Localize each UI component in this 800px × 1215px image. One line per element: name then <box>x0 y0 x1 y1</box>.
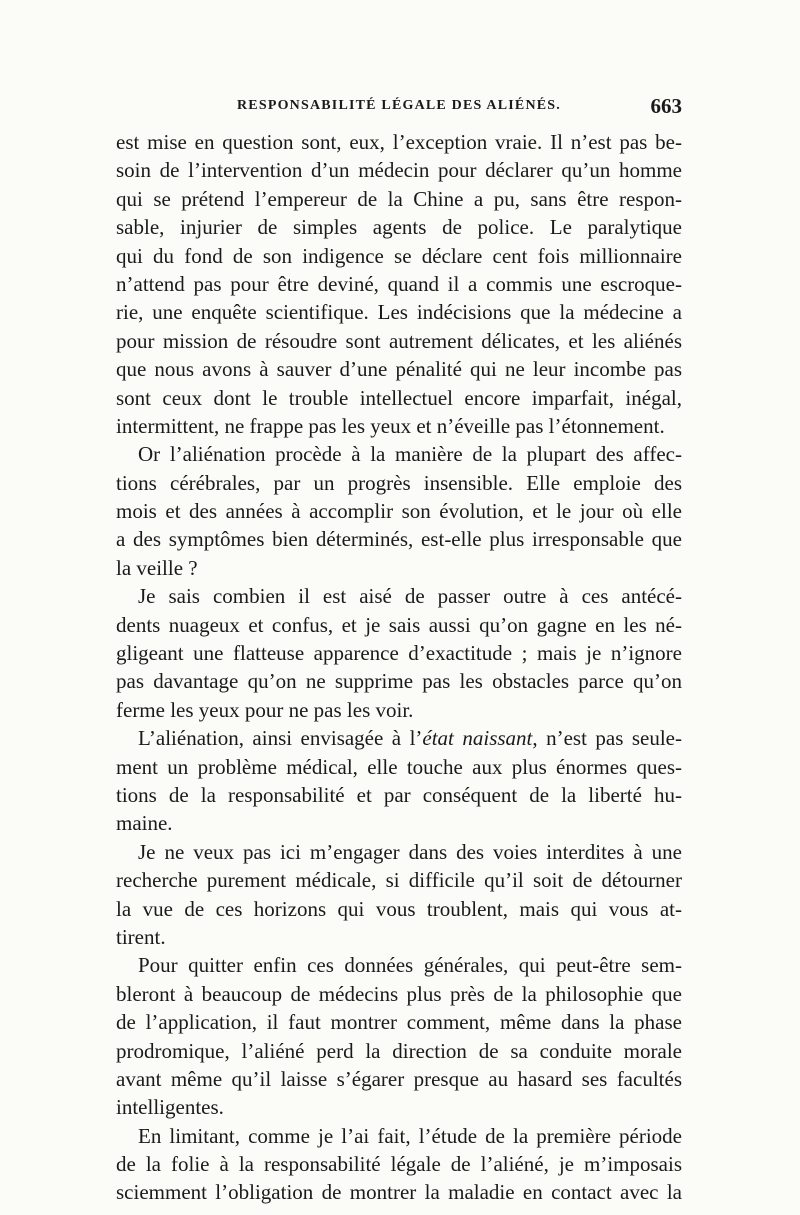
text-line: sciemment l’obligation de montrer la maladie en contact avec la <box>116 1180 682 1205</box>
text-line: intermittent, ne frappe pas les yeux et n’éveille pas l’étonnement. <box>116 413 665 438</box>
text-line: la veille ? <box>116 555 198 580</box>
text-line: gligeant une flatteuse apparence d’exactitude ; mais je n’ignore <box>116 641 682 666</box>
page-number: 663 <box>650 94 682 118</box>
text-line: de l’application, il faut montrer comment, même dans la phase <box>116 1010 682 1035</box>
paragraph-first-line: Je sais combien il est aisé de passer outre à ces antécé- <box>138 584 682 609</box>
paragraph-first-line: Pour quitter enfin ces données générales, qui peut-être sem- <box>138 953 682 978</box>
text-line: est mise en question sont, eux, l’exception vraie. Il n’est pas be- <box>116 130 682 154</box>
text-line: pour mission de résoudre sont autrement délicates, et les aliénés <box>116 328 682 353</box>
text-line: a des symptômes bien déterminés, est-elle plus irresponsable que <box>116 527 682 552</box>
italic-phrase: état naissant <box>422 726 533 751</box>
text-line: pas davantage qu’on ne supprime pas les obstacles parce qu’on <box>116 669 682 694</box>
text-line: n’attend pas pour être deviné, quand il a commis une escroque- <box>116 271 682 296</box>
running-head: RESPONSABILITÉ LÉGALE DES ALIÉNÉS. <box>236 98 561 113</box>
text-line: ferme les yeux pour ne pas les voir. <box>116 697 414 722</box>
paragraph-first-line: L’aliénation, ainsi envisagée à l’état naissant, n’est pas seule- <box>138 726 682 751</box>
page-header <box>116 94 682 118</box>
text-line: tions cérébrales, par un progrès insensible. Elle emploie des <box>116 470 682 495</box>
paragraph-first-line: En limitant, comme je l’ai fait, l’étude de la première période <box>138 1123 682 1148</box>
paragraph-first-line: Or l’aliénation procède à la manière de la plupart des affec- <box>138 442 682 467</box>
text-line: tions de la responsabilité et par conséquent de la liberté hu- <box>116 782 682 807</box>
text-line: bleront à beaucoup de médecins plus près de la philosophie que <box>116 981 682 1006</box>
text-line: soin de l’intervention d’un médecin pour déclarer qu’un homme <box>116 158 682 183</box>
text-line: qui du fond de son indigence se déclare cent fois millionnaire <box>116 243 682 268</box>
text-line: dents nuageux et confus, et je sais aussi qu’on gagne en les né- <box>116 612 682 637</box>
text-line: prodromique, l’aliéné perd la direction de sa conduite morale <box>116 1038 682 1063</box>
text-line: rie, une enquête scientifique. Les indécisions que la médecine a <box>116 300 682 325</box>
text-line: mois et des années à accomplir son évolution, et le jour où elle <box>116 499 682 524</box>
text-line: sable, injurier de simples agents de police. Le paralytique <box>116 215 682 240</box>
text-line: qui se prétend l’empereur de la Chine a pu, sans être respon- <box>116 186 682 211</box>
text-line: de la folie à la responsabilité légale de l’aliéné, je m’imposais <box>116 1152 682 1177</box>
text-line: intelligentes. <box>116 1095 224 1120</box>
text-line: tirent. <box>116 924 166 949</box>
text-line: maine. <box>116 811 173 836</box>
paragraph-first-line: Je ne veux pas ici m’engager dans des voies interdites à une <box>138 839 682 864</box>
text-line: recherche purement médicale, si difficile qu’il soit de détourner <box>116 868 682 893</box>
text-line: ment un problème médical, elle touche aux plus énormes ques- <box>116 754 682 779</box>
text-line: la vue de ces horizons qui vous troublent, mais qui vous at- <box>116 896 682 921</box>
body-text <box>116 128 682 1207</box>
text-line: sont ceux dont le trouble intellectuel encore imparfait, inégal, <box>116 385 682 410</box>
text-line: que nous avons à sauver d’une pénalité qui ne leur incombe pas <box>116 357 682 382</box>
text-line: avant même qu’il laisse s’égarer presque au hasard ses facultés <box>116 1066 682 1091</box>
